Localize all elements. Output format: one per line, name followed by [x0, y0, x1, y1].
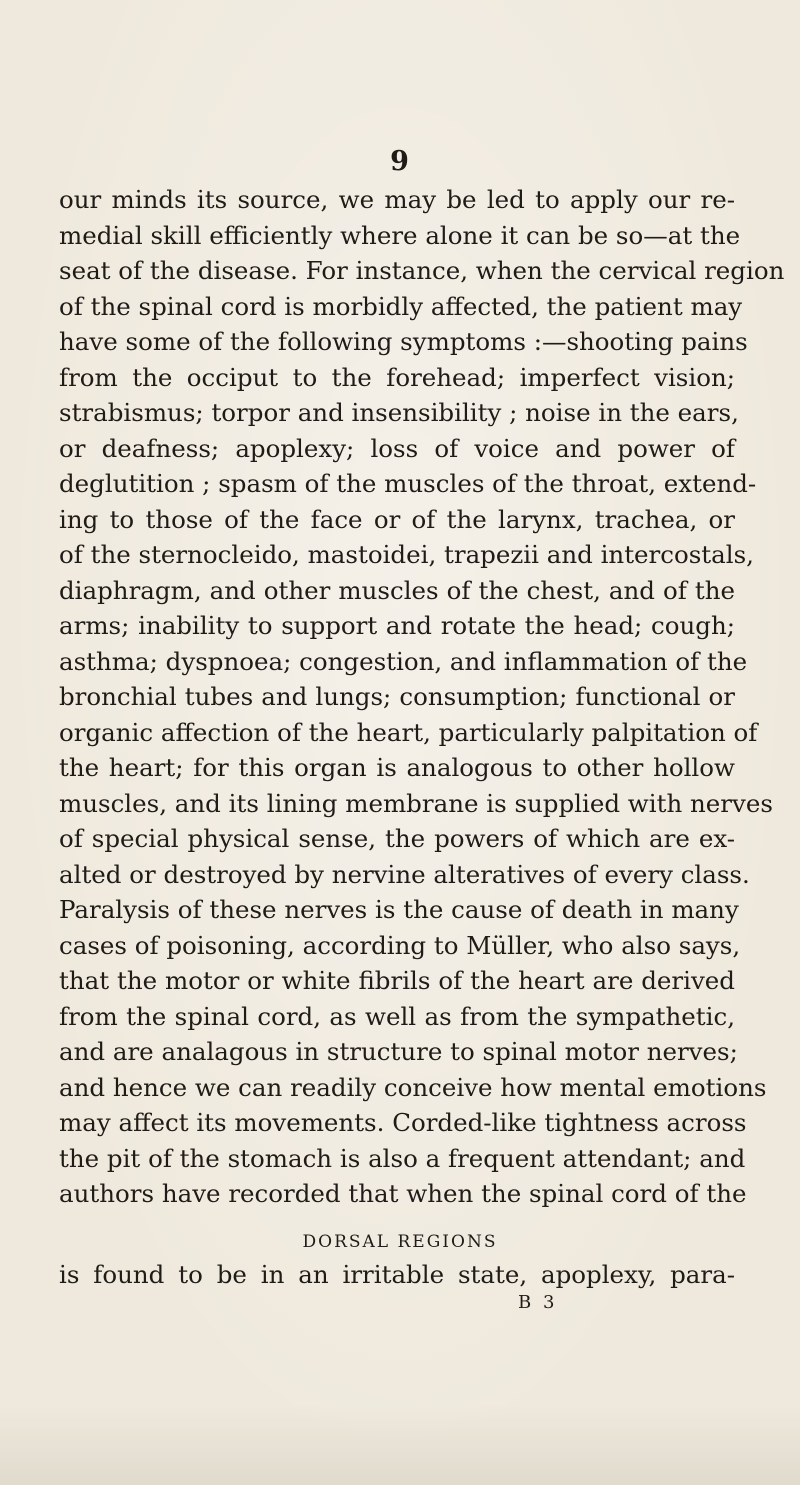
- text-line: strabismus; torpor and insensibility ; noise in the ears,: [59, 398, 739, 427]
- text-line: the heart; for this organ is analogous to other hollow: [59, 753, 735, 782]
- page-number: 9: [390, 146, 410, 177]
- text-line: bronchial tubes and lungs; consumption; functional or: [59, 682, 735, 711]
- section-heading: DORSAL REGIONS: [302, 1232, 498, 1252]
- text-line: the pit of the stomach is also a frequent attendant; and: [59, 1143, 746, 1173]
- printer-signature: B 3: [518, 1292, 558, 1313]
- text-line: may affect its movements. Corded-like tightness across: [59, 1108, 747, 1137]
- text-line: and are analagous in structure to spinal motor nerves;: [59, 1037, 738, 1066]
- text-line: cases of poisoning, according to Müller, who also says,: [59, 930, 741, 960]
- text-line: that the motor or white fibrils of the heart are derived: [59, 966, 735, 995]
- text-line: seat of the disease. For instance, when the cervical region: [59, 256, 785, 285]
- text-line: of the spinal cord is morbidly affected, the patient may: [59, 291, 743, 321]
- text-line: muscles, and its lining membrane is supplied with nerves: [59, 788, 773, 818]
- text-line: from the spinal cord, as well as from the sympathetic,: [59, 1001, 735, 1031]
- body-text: [59, 182, 785, 1212]
- text-line: our minds its source, we may be led to apply our re-: [59, 185, 735, 214]
- text-line: of the sternocleido, mastoidei, trapezii and intercostals,: [59, 540, 754, 569]
- text-line: of special physical sense, the powers of which are ex-: [59, 824, 735, 853]
- text-line: from the occiput to the forehead; imperfect vision;: [59, 362, 735, 392]
- text-line: arms; inability to support and rotate the head; cough;: [59, 611, 735, 640]
- text-line: and hence we can readily conceive how mental emotions: [59, 1072, 767, 1102]
- text-line: medial skill efficiently where alone it can be so—at the: [59, 220, 741, 250]
- text-line: asthma; dyspnoea; congestion, and inflammation of the: [59, 646, 748, 676]
- text-line: authors have recorded that when the spinal cord of the: [59, 1179, 747, 1208]
- page-edge-shadow: [0, 1405, 800, 1485]
- text-line: alted or destroyed by nervine alteratives of every class.: [59, 859, 750, 889]
- text-line: is found to be in an irritable state, apoplexy, para-: [59, 1260, 735, 1289]
- text-line: organic affection of the heart, particularly palpitation of: [59, 717, 758, 747]
- text-line: have some of the following symptoms :—shooting pains: [59, 327, 748, 356]
- text-line: ing to those of the face or of the larynx, trachea, or: [59, 504, 735, 534]
- text-line: deglutition ; spasm of the muscles of the throat, extend-: [59, 469, 757, 498]
- text-line: Paralysis of these nerves is the cause of death in many: [59, 895, 739, 924]
- text-line: or deafness; apoplexy; loss of voice and power of: [59, 433, 735, 463]
- text-line: diaphragm, and other muscles of the chest, and of the: [59, 575, 735, 605]
